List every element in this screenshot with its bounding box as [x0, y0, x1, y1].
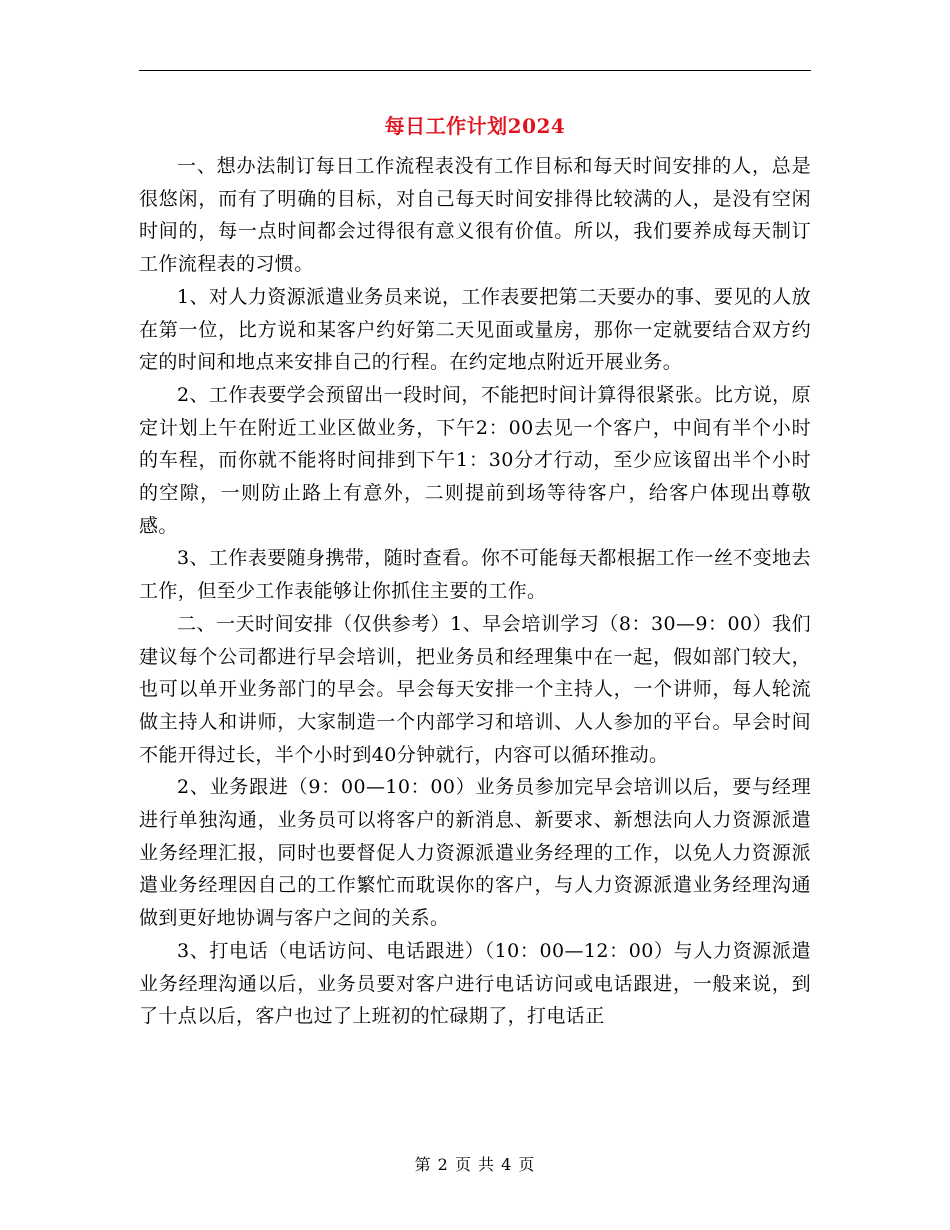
paragraph-5: 二、一天时间安排（仅供参考）1、早会培训学习（8：30—9：00）我们建议每个公司都进行早会培训，把业务员和经理集中在一起，假如部门较大，也可以单开业务部门的早会。早会每天安排一个主持人，一个讲师，每人轮流做主持人和讲师，大家制造一个内部学习和培训、人人参加的平台。早会时间不能开得过长，半个小时到40分钟就行，内容可以循环推动。: [139, 612, 811, 766]
paragraph-4: 3、工作表要随身携带，随时查看。你不可能每天都根据工作一丝不变地去工作，但至少工作表能够让你抓住主要的工作。: [139, 547, 811, 603]
paragraph-2: 1、对人力资源派遣业务员来说，工作表要把第二天要办的事、要见的人放在第一位，比方说和某客户约好第二天见面或量房，那你一定就要结合双方约定的时间和地点来安排自己的行程。在约定地点附近开展业务。: [139, 285, 811, 374]
header-rule: [139, 70, 811, 71]
document-title: 每日工作计划2024: [384, 114, 566, 138]
page-footer: 第 2 页 共 4 页: [414, 1155, 536, 1174]
paragraph-1: 一、想办法制订每日工作流程表没有工作目标和每天时间安排的人，总是很悠闲，而有了明确的目标，对自己每天时间安排得比较满的人，是没有空闲时间的，每一点时间都会过得很有意义很有价值。所以，我们要养成每天制订工作流程表的习惯。: [139, 155, 811, 276]
paragraph-3: 2、工作表要学会预留出一段时间，不能把时间计算得很紧张。比方说，原定计划上午在附近工业区做业务，下午2：00去见一个客户，中间有半个小时的车程，而你就不能将时间排到下午1：30分才行动，至少应该留出半个小时的空隙，一则防止路上有意外，二则提前到场等待客户，给客户体现出尊敬感。: [139, 383, 811, 537]
paragraph-6: 2、业务跟进（9：00—10：00）业务员参加完早会培训以后，要与经理进行单独沟通，业务员可以将客户的新消息、新要求、新想法向人力资源派遣业务经理汇报，同时也要督促人力资源派遣业务经理的工作，以免人力资源派遣业务经理因自己的工作繁忙而耽误你的客户，与人力资源派遣业务经理沟通做到更好地协调与客户之间的关系。: [139, 776, 811, 930]
document-body: [139, 150, 811, 1033]
paragraph-7: 3、打电话（电话访问、电话跟进）（10：00—12：00）与人力资源派遣业务经理沟通以后，业务员要对客户进行电话访问或电话跟进，一般来说，到了十点以后，客户也过了上班初的忙碌期了，打电话正: [139, 939, 811, 1028]
